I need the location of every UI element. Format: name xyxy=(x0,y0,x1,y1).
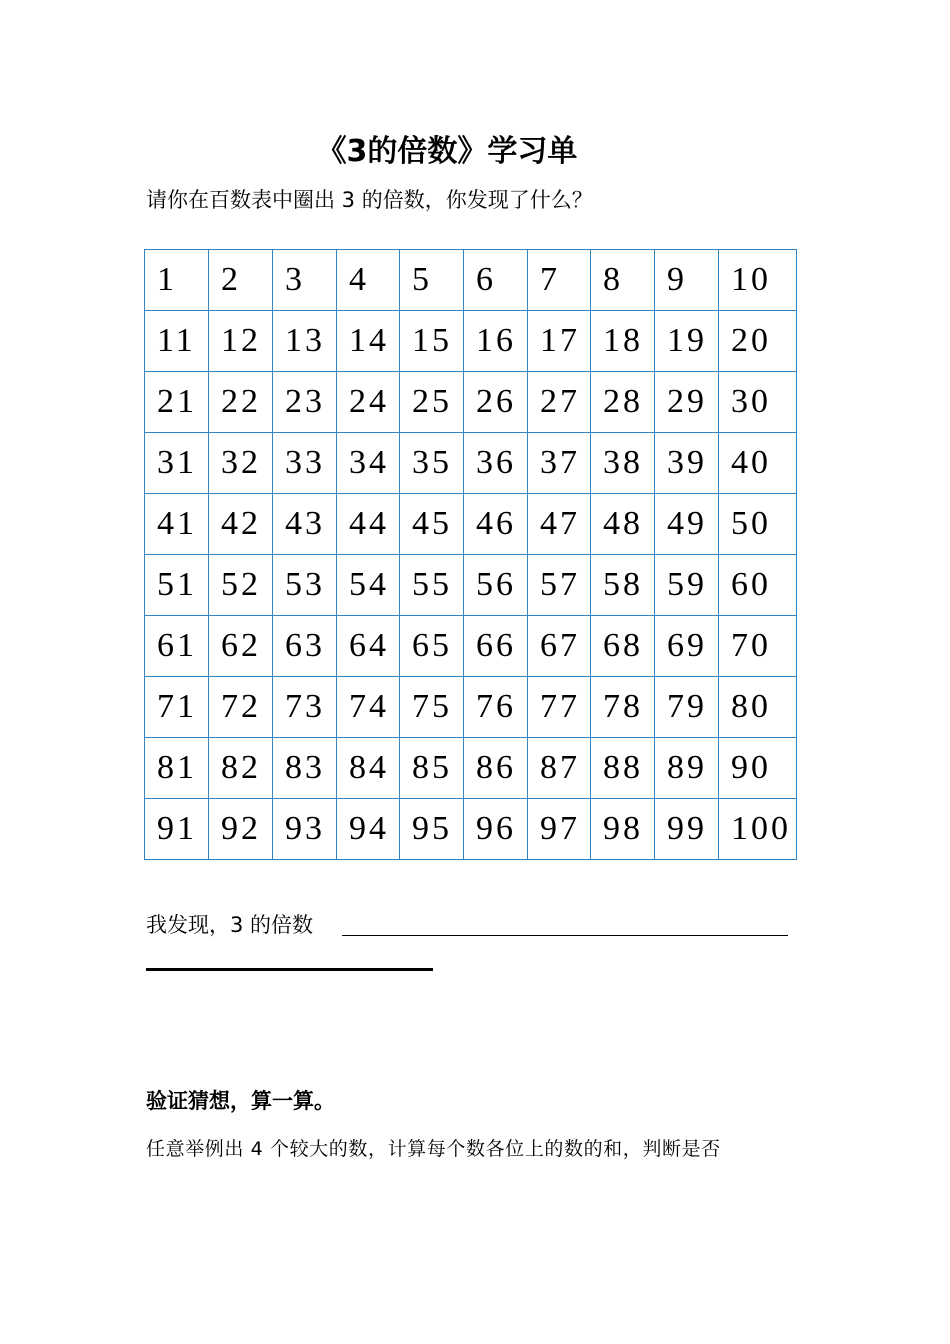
number-cell[interactable]: 45 xyxy=(400,494,464,555)
number-cell[interactable]: 6 xyxy=(464,250,528,311)
number-cell[interactable]: 87 xyxy=(528,738,591,799)
number-cell[interactable]: 25 xyxy=(400,372,464,433)
number-cell[interactable]: 73 xyxy=(273,677,337,738)
number-cell[interactable]: 50 xyxy=(719,494,797,555)
number-cell[interactable]: 64 xyxy=(337,616,400,677)
number-cell[interactable]: 16 xyxy=(464,311,528,372)
chart-row xyxy=(145,433,797,494)
number-cell[interactable]: 15 xyxy=(400,311,464,372)
number-cell[interactable]: 8 xyxy=(591,250,655,311)
number-cell[interactable]: 75 xyxy=(400,677,464,738)
number-cell[interactable]: 1 xyxy=(145,250,209,311)
number-cell[interactable]: 43 xyxy=(273,494,337,555)
number-cell[interactable]: 23 xyxy=(273,372,337,433)
number-cell[interactable]: 2 xyxy=(209,250,273,311)
number-cell[interactable]: 95 xyxy=(400,799,464,860)
worksheet-title: 《3的倍数》学习单 xyxy=(316,134,578,169)
number-cell[interactable]: 60 xyxy=(719,555,797,616)
number-cell[interactable]: 77 xyxy=(528,677,591,738)
number-cell[interactable]: 71 xyxy=(145,677,209,738)
number-cell[interactable]: 36 xyxy=(464,433,528,494)
number-cell[interactable]: 84 xyxy=(337,738,400,799)
number-cell[interactable]: 93 xyxy=(273,799,337,860)
number-cell[interactable]: 41 xyxy=(145,494,209,555)
number-cell[interactable]: 70 xyxy=(719,616,797,677)
number-cell[interactable]: 34 xyxy=(337,433,400,494)
number-cell[interactable]: 88 xyxy=(591,738,655,799)
number-cell[interactable]: 76 xyxy=(464,677,528,738)
number-cell[interactable]: 51 xyxy=(145,555,209,616)
number-cell[interactable]: 30 xyxy=(719,372,797,433)
number-cell[interactable]: 72 xyxy=(209,677,273,738)
number-cell[interactable]: 28 xyxy=(591,372,655,433)
number-cell[interactable]: 11 xyxy=(145,311,209,372)
number-cell[interactable]: 49 xyxy=(655,494,719,555)
number-cell[interactable]: 13 xyxy=(273,311,337,372)
number-cell[interactable]: 59 xyxy=(655,555,719,616)
number-cell[interactable]: 68 xyxy=(591,616,655,677)
number-cell[interactable]: 18 xyxy=(591,311,655,372)
chart-row xyxy=(145,799,797,860)
number-cell[interactable]: 46 xyxy=(464,494,528,555)
number-cell[interactable]: 14 xyxy=(337,311,400,372)
number-cell[interactable]: 47 xyxy=(528,494,591,555)
chart-row xyxy=(145,616,797,677)
number-cell[interactable]: 24 xyxy=(337,372,400,433)
number-cell[interactable]: 54 xyxy=(337,555,400,616)
number-cell[interactable]: 31 xyxy=(145,433,209,494)
number-cell[interactable]: 94 xyxy=(337,799,400,860)
instruction-text: 请你在百数表中圈出 3 的倍数，你发现了什么？ xyxy=(146,188,593,212)
number-cell[interactable]: 81 xyxy=(145,738,209,799)
number-cell[interactable]: 92 xyxy=(209,799,273,860)
number-cell[interactable]: 83 xyxy=(273,738,337,799)
number-cell[interactable]: 20 xyxy=(719,311,797,372)
number-cell[interactable]: 10 xyxy=(719,250,797,311)
verify-heading: 验证猜想，算一算。 xyxy=(146,1089,335,1113)
number-cell[interactable]: 44 xyxy=(337,494,400,555)
number-cell[interactable]: 35 xyxy=(400,433,464,494)
number-cell[interactable]: 85 xyxy=(400,738,464,799)
chart-row xyxy=(145,311,797,372)
number-cell[interactable]: 56 xyxy=(464,555,528,616)
number-cell[interactable]: 4 xyxy=(337,250,400,311)
chart-row xyxy=(145,372,797,433)
number-cell[interactable]: 82 xyxy=(209,738,273,799)
number-cell[interactable]: 80 xyxy=(719,677,797,738)
number-cell[interactable]: 79 xyxy=(655,677,719,738)
number-cell[interactable]: 91 xyxy=(145,799,209,860)
hundred-chart xyxy=(144,249,797,860)
number-cell[interactable]: 38 xyxy=(591,433,655,494)
number-cell[interactable]: 96 xyxy=(464,799,528,860)
number-cell[interactable]: 58 xyxy=(591,555,655,616)
number-cell[interactable]: 33 xyxy=(273,433,337,494)
number-cell[interactable]: 86 xyxy=(464,738,528,799)
number-cell[interactable]: 99 xyxy=(655,799,719,860)
number-cell[interactable]: 67 xyxy=(528,616,591,677)
number-cell[interactable]: 32 xyxy=(209,433,273,494)
number-cell[interactable]: 42 xyxy=(209,494,273,555)
chart-row xyxy=(145,555,797,616)
number-cell[interactable]: 3 xyxy=(273,250,337,311)
number-cell[interactable]: 48 xyxy=(591,494,655,555)
number-cell[interactable]: 21 xyxy=(145,372,209,433)
number-cell[interactable]: 39 xyxy=(655,433,719,494)
number-cell[interactable]: 69 xyxy=(655,616,719,677)
number-cell[interactable]: 52 xyxy=(209,555,273,616)
number-cell[interactable]: 100 xyxy=(719,799,797,860)
hundred-chart-body xyxy=(145,250,797,860)
number-cell[interactable]: 19 xyxy=(655,311,719,372)
number-cell[interactable]: 40 xyxy=(719,433,797,494)
number-cell[interactable]: 5 xyxy=(400,250,464,311)
number-cell[interactable]: 9 xyxy=(655,250,719,311)
number-cell[interactable]: 37 xyxy=(528,433,591,494)
number-cell[interactable]: 12 xyxy=(209,311,273,372)
number-cell[interactable]: 66 xyxy=(464,616,528,677)
number-cell[interactable]: 57 xyxy=(528,555,591,616)
number-cell[interactable]: 97 xyxy=(528,799,591,860)
number-cell[interactable]: 27 xyxy=(528,372,591,433)
number-cell[interactable]: 26 xyxy=(464,372,528,433)
chart-row xyxy=(145,494,797,555)
task-text: 任意举例出 4 个较大的数，计算每个数各位上的数的和，判断是否 xyxy=(146,1138,721,1160)
number-cell[interactable]: 98 xyxy=(591,799,655,860)
chart-row xyxy=(145,250,797,311)
number-cell[interactable]: 63 xyxy=(273,616,337,677)
number-cell[interactable]: 53 xyxy=(273,555,337,616)
number-cell[interactable]: 61 xyxy=(145,616,209,677)
number-cell[interactable]: 74 xyxy=(337,677,400,738)
number-cell[interactable]: 29 xyxy=(655,372,719,433)
number-cell[interactable]: 78 xyxy=(591,677,655,738)
number-cell[interactable]: 89 xyxy=(655,738,719,799)
number-cell[interactable]: 55 xyxy=(400,555,464,616)
number-cell[interactable]: 17 xyxy=(528,311,591,372)
finding-prompt: 我发现，3 的倍数 xyxy=(146,913,314,937)
chart-row xyxy=(145,738,797,799)
number-cell[interactable]: 90 xyxy=(719,738,797,799)
chart-row xyxy=(145,677,797,738)
answer-blank-line[interactable] xyxy=(342,935,788,936)
answer-blank-line-continued[interactable] xyxy=(146,968,433,971)
number-cell[interactable]: 65 xyxy=(400,616,464,677)
number-cell[interactable]: 7 xyxy=(528,250,591,311)
number-cell[interactable]: 22 xyxy=(209,372,273,433)
number-cell[interactable]: 62 xyxy=(209,616,273,677)
